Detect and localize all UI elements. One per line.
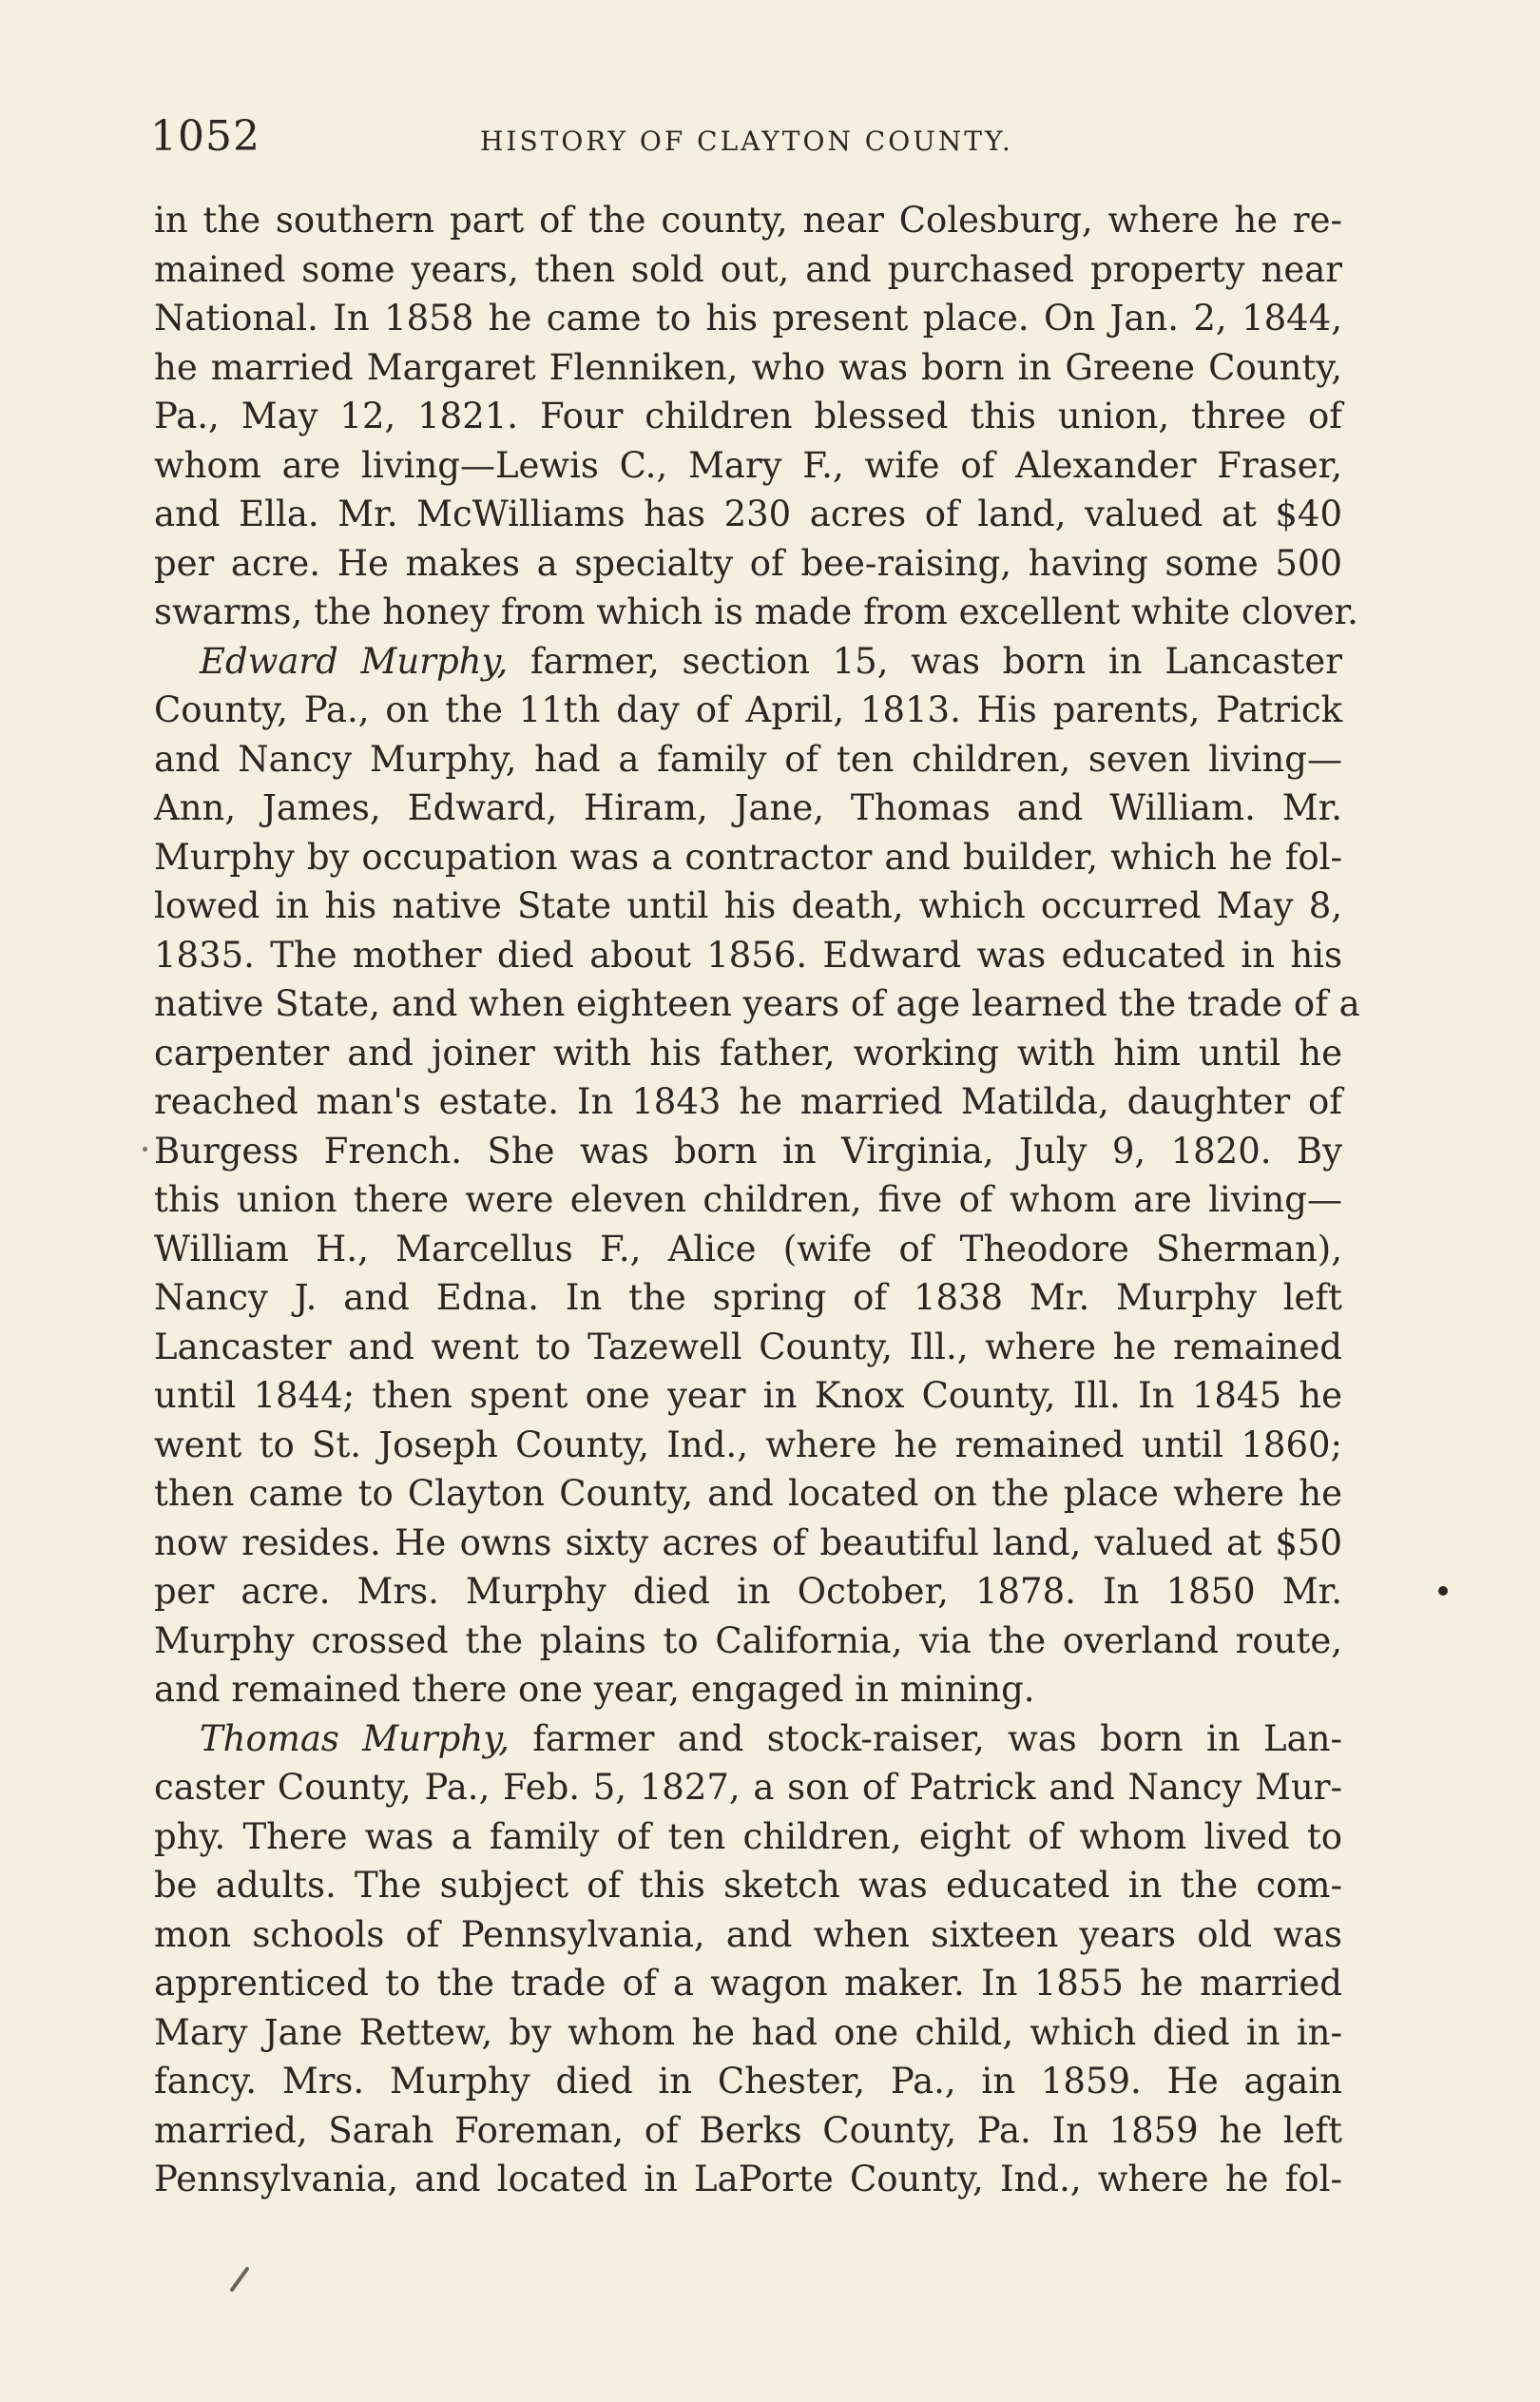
text-line: native State, and when eighteen years of age learned the trade of a <box>154 983 1360 1024</box>
text-line: Ann, James, Edward, Hiram, Jane, Thomas and William. Mr. <box>154 787 1342 828</box>
text-line: lowed in his native State until his death, which occurred May 8, <box>154 885 1342 926</box>
text-line: Lancaster and went to Tazewell County, Ill., where he remained <box>154 1326 1342 1367</box>
text-line: and remained there one year, engaged in mining. <box>154 1669 1035 1710</box>
text-line-first <box>154 637 1342 687</box>
text-line: Murphy by occupation was a contractor and builder, which he fol- <box>154 836 1342 878</box>
text-line: Murphy crossed the plains to California, via the overland route, <box>154 1619 1342 1661</box>
running-title: HISTORY OF CLAYTON COUNTY. <box>480 126 1013 157</box>
text-line: apprenticed to the trade of a wagon maker. In 1855 he married <box>154 1963 1342 2004</box>
text-line: County, Pa., on the 11th day of April, 1813. His parents, Patrick <box>154 689 1342 730</box>
text-line: and Ella. Mr. McWilliams has 230 acres of land, valued at $40 <box>154 494 1342 534</box>
ink-dot-mark <box>143 1147 147 1152</box>
paragraph-mcwilliams-continuation <box>154 196 1358 637</box>
text-line: and Nancy Murphy, had a family of ten children, seven living— <box>154 738 1342 780</box>
text-line: married, Sarah Foreman, of Berks County, Pa. In 1859 he left <box>154 2109 1342 2151</box>
paragraph-edward-murphy <box>154 637 1360 1714</box>
text-line: whom are living—Lewis C., Mary F., wife of Alexander Fraser, <box>154 444 1342 486</box>
text-line: carpenter and joiner with his father, working with him until he <box>154 1032 1342 1074</box>
text-fragment: farmer, section 15, was born in Lancaster <box>508 640 1342 682</box>
text-line: mained some years, then sold out, and purchased property near <box>154 248 1342 290</box>
text-line: Nancy J. and Edna. In the spring of 1838 Mr. Murphy left <box>154 1277 1342 1318</box>
text-line: per acre. Mrs. Murphy died in October, 1878. In 1850 Mr. <box>154 1571 1342 1612</box>
biography-name: Thomas Murphy, <box>200 1717 510 1759</box>
page-number: 1052 <box>150 112 260 161</box>
text-line: Mary Jane Rettew, by whom he had one child, which died in in- <box>154 2011 1342 2053</box>
text-line: this union there were eleven children, five of whom are living— <box>154 1179 1342 1220</box>
text-line: mon schools of Pennsylvania, and when sixteen years old was <box>154 1913 1342 1955</box>
text-line: 1835. The mother died about 1856. Edward was educated in his <box>154 934 1342 976</box>
text-fragment: farmer and stock-raiser, was born in Lan- <box>509 1717 1342 1759</box>
text-line: went to St. Joseph County, Ind., where he remained until 1860; <box>154 1424 1342 1465</box>
text-line: be adults. The subject of this sketch was educated in the com- <box>154 1865 1342 1906</box>
text-line: William H., Marcellus F., Alice (wife of Theodore Sherman), <box>154 1228 1342 1269</box>
text-line: fancy. Mrs. Murphy died in Chester, Pa., in 1859. He again <box>154 2061 1342 2102</box>
text-line: phy. There was a family of ten children, eight of whom lived to <box>154 1815 1342 1857</box>
text-line: until 1844; then spent one year in Knox County, Ill. In 1845 he <box>154 1375 1342 1416</box>
text-line: reached man's estate. In 1843 he married Matilda, daughter of <box>154 1081 1342 1122</box>
text-line: Pennsylvania, and located in LaPorte County, Ind., where he fol- <box>154 2159 1342 2199</box>
text-line: Burgess French. She was born in Virginia, July 9, 1820. By <box>154 1130 1342 1172</box>
text-line: Pa., May 12, 1821. Four children blessed this union, three of <box>154 396 1342 436</box>
text-line: swarms, the honey from which is made from excellent white clover. <box>154 591 1358 632</box>
text-line: per acre. He makes a specialty of bee-raising, having some 500 <box>154 542 1342 584</box>
text-line: then came to Clayton County, and located on the place where he <box>154 1473 1342 1514</box>
text-line: now resides. He owns sixty acres of beautiful land, valued at $50 <box>154 1521 1342 1563</box>
pencil-tick-mark <box>228 2265 253 2294</box>
text-line: caster County, Pa., Feb. 5, 1827, a son of Patrick and Nancy Mur- <box>154 1767 1342 1808</box>
body-text <box>154 196 1360 2204</box>
text-line: he married Margaret Flenniken, who was born in Greene County, <box>154 346 1342 388</box>
text-line: in the southern part of the county, near Colesburg, where he re- <box>154 200 1342 241</box>
paragraph-thomas-murphy <box>154 1714 1342 2204</box>
text-line: National. In 1858 he came to his present place. On Jan. 2, 1844, <box>154 298 1342 339</box>
biography-name: Edward Murphy, <box>200 640 509 682</box>
text-line-first <box>154 1714 1342 1764</box>
ink-dot-mark <box>1438 1586 1448 1596</box>
